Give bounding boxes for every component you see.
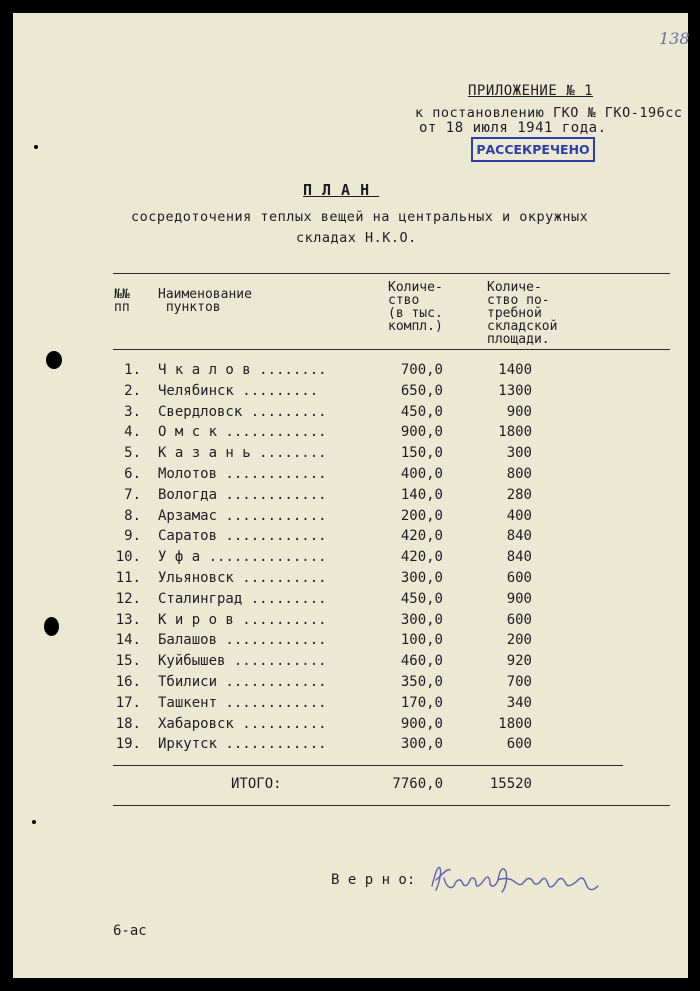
column-header-number: №№ пп (114, 287, 130, 315)
row-quantity: 140,0 (400, 486, 443, 503)
row-quantity: 300,0 (400, 611, 443, 628)
row-area: 1300 (498, 382, 532, 399)
appendix-date-line: от 18 июля 1941 года. (419, 120, 607, 136)
row-number: 15. (115, 653, 141, 670)
row-number: 1. (124, 362, 141, 378)
row-area: 1800 (498, 424, 532, 441)
total-area: 15520 (489, 776, 532, 792)
table-bottom-rule (113, 805, 670, 806)
row-area: 280 (506, 486, 532, 503)
row-location-name: О м с к ............ (158, 424, 327, 441)
row-number: 11. (115, 570, 141, 586)
row-number: 2. (124, 382, 141, 399)
subtitle-line-1: сосредоточения теплых вещей на центральных и окружных (131, 209, 589, 225)
row-area: 400 (506, 507, 532, 524)
table-total-rule (113, 765, 623, 766)
row-location-name: Вологда ............ (158, 486, 327, 503)
row-location-name: Сталинград ......... (158, 590, 327, 607)
row-area: 340 (506, 694, 532, 711)
hole-punch-mark-top (46, 351, 62, 369)
row-quantity: 100,0 (400, 632, 443, 649)
row-number: 6. (124, 466, 141, 482)
row-location-name: Молотов ............ (158, 466, 327, 482)
table-top-rule (113, 273, 670, 274)
row-quantity: 700,0 (400, 362, 443, 378)
handwritten-signature (428, 856, 608, 904)
row-quantity: 350,0 (400, 674, 443, 690)
total-quantity: 7760,0 (392, 776, 443, 792)
row-location-name: Иркутск ............ (158, 736, 327, 753)
row-number: 7. (124, 486, 141, 503)
row-location-name: К а з а н ь ........ (158, 445, 327, 462)
row-area: 200 (506, 632, 532, 649)
footer-code: 6-ас (113, 923, 147, 939)
handwritten-page-number: 138 (659, 29, 690, 48)
verno-label: В е р н о: (331, 872, 416, 888)
row-location-name: К и р о в .......... (158, 611, 327, 628)
row-area: 700 (506, 674, 532, 690)
row-area: 900 (506, 403, 532, 420)
row-quantity: 460,0 (400, 653, 443, 670)
row-quantity: 900,0 (400, 715, 443, 732)
row-number: 10. (115, 549, 141, 566)
row-quantity: 300,0 (400, 570, 443, 586)
row-number: 5. (124, 445, 141, 462)
row-area: 300 (506, 445, 532, 462)
row-quantity: 400,0 (400, 466, 443, 482)
row-quantity: 420,0 (400, 549, 443, 566)
row-area: 800 (506, 466, 532, 482)
row-area: 920 (506, 653, 532, 670)
row-area: 1800 (498, 715, 532, 732)
row-quantity: 300,0 (400, 736, 443, 753)
row-location-name: Балашов ............ (158, 632, 327, 649)
row-quantity: 450,0 (400, 403, 443, 420)
row-quantity: 900,0 (400, 424, 443, 441)
document-title: ПЛАН (303, 181, 380, 199)
row-number: 12. (115, 590, 141, 607)
row-quantity: 450,0 (400, 590, 443, 607)
row-quantity: 420,0 (400, 528, 443, 545)
subtitle-line-2: складах Н.К.О. (296, 230, 417, 246)
row-location-name: Куйбышев ........... (158, 653, 327, 670)
row-area: 600 (506, 736, 532, 753)
document-page (13, 13, 688, 978)
row-area: 600 (506, 570, 532, 586)
row-quantity: 150,0 (400, 445, 443, 462)
table-header-rule (113, 349, 670, 350)
row-number: 3. (124, 403, 141, 420)
row-location-name: Хабаровск .......... (158, 715, 327, 732)
row-number: 16. (115, 674, 141, 690)
row-location-name: Ташкент ............ (158, 694, 327, 711)
row-area: 1400 (498, 362, 532, 378)
appendix-decree-line: к постановлению ГКО № ГКО-196сс (415, 105, 683, 121)
hole-punch-mark-bottom (44, 617, 59, 636)
row-area: 840 (506, 549, 532, 566)
row-number: 17. (115, 694, 141, 711)
declassified-stamp: РАССЕКРЕЧЕНО (471, 137, 595, 162)
row-quantity: 200,0 (400, 507, 443, 524)
row-number: 8. (124, 507, 141, 524)
row-area: 900 (506, 590, 532, 607)
row-number: 18. (115, 715, 141, 732)
row-area: 600 (506, 611, 532, 628)
row-location-name: Ч к а л о в ........ (158, 362, 327, 378)
appendix-title: ПРИЛОЖЕНИЕ № 1 (468, 83, 594, 99)
row-location-name: Арзамас ............ (158, 507, 327, 524)
row-location-name: Ульяновск .......... (158, 570, 327, 586)
row-number: 13. (115, 611, 141, 628)
column-header-name: Наименование пунктов (158, 287, 252, 315)
column-header-quantity: Количе- ство (в тыс. компл.) (388, 280, 443, 334)
column-header-area: Количе- ство по- требной складской площади. (487, 280, 558, 347)
row-location-name: Свердловск ......... (158, 403, 327, 420)
row-location-name: Саратов ............ (158, 528, 327, 545)
row-number: 4. (124, 424, 141, 441)
speck-mark (32, 820, 36, 824)
row-location-name: Челябинск ......... (158, 382, 319, 399)
speck-mark (34, 145, 38, 149)
row-quantity: 650,0 (400, 382, 443, 399)
row-number: 9. (124, 528, 141, 545)
row-number: 14. (115, 632, 141, 649)
row-location-name: У ф а .............. (158, 549, 327, 566)
row-quantity: 170,0 (400, 694, 443, 711)
row-area: 840 (506, 528, 532, 545)
total-label: ИТОГО: (231, 776, 282, 792)
row-number: 19. (115, 736, 141, 753)
row-location-name: Тбилиси ............ (158, 674, 327, 690)
